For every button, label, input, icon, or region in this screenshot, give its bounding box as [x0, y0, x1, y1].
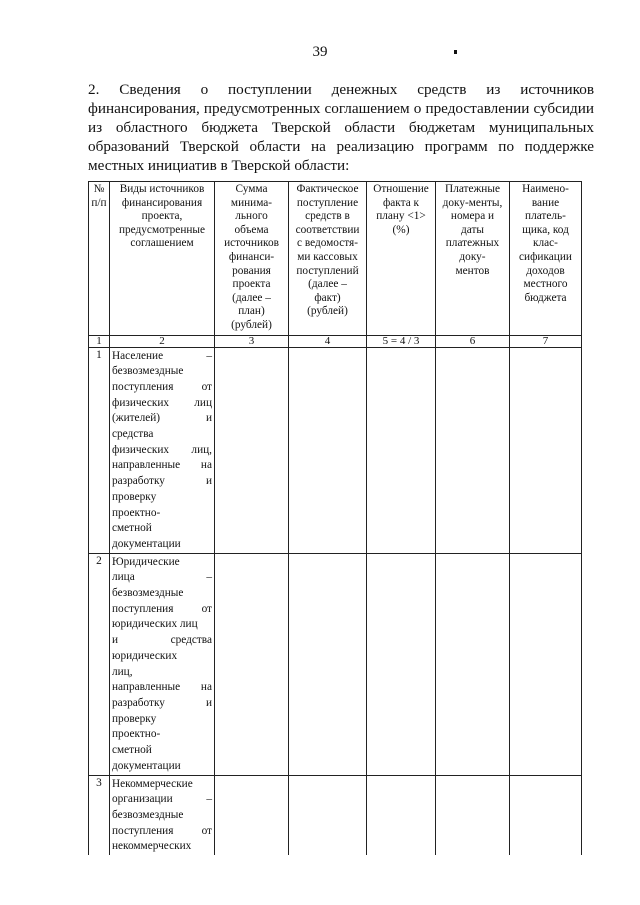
column-header: [110, 182, 215, 336]
funding-source-line: лица –: [112, 571, 212, 584]
empty-cell[interactable]: [215, 775, 289, 855]
column-header: [510, 182, 582, 336]
empty-cell[interactable]: [289, 553, 367, 775]
column-number: 7: [510, 335, 582, 347]
column-header-line: вание: [531, 196, 560, 209]
column-header-line: доходов: [526, 264, 565, 277]
column-number: 1: [89, 335, 110, 347]
table-row: [89, 347, 582, 553]
funding-source-line: (жителей) и: [112, 412, 212, 425]
funding-source-line: безвозмездные: [112, 365, 184, 378]
column-header-line: проекта: [232, 278, 271, 291]
funding-source-line: лиц,: [112, 665, 133, 678]
empty-cell[interactable]: [289, 775, 367, 855]
funding-source-line: физических лиц,: [112, 443, 212, 456]
column-header: [89, 182, 110, 336]
funding-source-line: юридических лиц: [112, 618, 198, 631]
column-header-line: плану <1>: [376, 210, 426, 223]
column-header-line: платель-: [525, 210, 566, 223]
funding-source-line: направленные на: [112, 459, 212, 472]
funding-source-line: разработку и: [112, 475, 212, 488]
funding-source-line: поступления от: [112, 602, 212, 615]
funding-source-line: проектно-: [112, 728, 161, 741]
funding-source-cell: [110, 775, 215, 855]
heading-line: 2. Сведения о поступлении денежных средств из источников: [88, 81, 594, 98]
funding-source-line: Юридические: [112, 555, 180, 568]
column-header-line: поступление: [296, 196, 359, 209]
table-row: [89, 553, 582, 775]
column-header-line: №: [93, 183, 105, 195]
empty-cell[interactable]: [436, 553, 510, 775]
empty-cell[interactable]: [510, 775, 582, 855]
column-header-line: платежных: [445, 237, 500, 250]
funding-source-line: сметной: [112, 744, 152, 757]
row-index: 2: [89, 553, 110, 775]
funding-source-line: направленные на: [112, 681, 212, 694]
column-number: 4: [289, 335, 367, 347]
funding-source-line: Некоммерческие: [112, 777, 193, 790]
column-header-line: источников: [224, 237, 279, 250]
row-index: 3: [89, 775, 110, 855]
column-header-line: ми кассовых: [297, 250, 358, 263]
column-header-line: (рублей): [231, 318, 272, 331]
funding-sources-table: [88, 181, 582, 855]
column-header-line: минима-: [230, 196, 273, 209]
column-header-line: объема: [234, 223, 269, 236]
section-heading: [88, 80, 594, 175]
column-number: 6: [436, 335, 510, 347]
page-number: 39: [312, 44, 328, 60]
column-header-line: доку-менты,: [442, 196, 503, 209]
column-header-line: даты: [461, 223, 484, 236]
column-header-line: бюджета: [524, 291, 567, 304]
row-index: 1: [89, 347, 110, 553]
funding-source-line: проектно-: [112, 506, 161, 519]
stray-mark: [454, 50, 457, 54]
column-header-line: факт): [314, 291, 341, 304]
funding-source-line: Население –: [112, 349, 212, 362]
column-header-line: финансирования: [121, 196, 203, 209]
funding-source-line: проверку: [112, 490, 157, 503]
column-header-line: клас-: [533, 237, 558, 250]
column-header-line: средств в: [305, 210, 350, 223]
empty-cell[interactable]: [510, 347, 582, 553]
table-header-row: [89, 182, 582, 336]
funding-source-line: безвозмездные: [112, 808, 184, 821]
funding-source-line: документации: [112, 537, 181, 550]
column-header-line: Фактическое: [296, 183, 359, 195]
funding-source-line: организации –: [112, 793, 212, 806]
funding-source-line: физических лиц: [112, 396, 212, 409]
column-header-line: (далее –: [232, 291, 271, 304]
funding-source-line: разработку и: [112, 697, 212, 709]
column-header-line: номера и: [450, 210, 495, 223]
funding-source-line: средства: [112, 428, 154, 441]
empty-cell[interactable]: [215, 553, 289, 775]
column-header-line: доку-: [459, 250, 486, 263]
column-header-line: льного: [235, 210, 268, 223]
column-header-line: рования: [232, 264, 271, 277]
column-number-row: [89, 335, 582, 347]
column-header-line: предусмотренные: [118, 223, 206, 236]
column-header-line: Виды источников: [119, 183, 205, 195]
column-header-line: план): [238, 305, 265, 318]
empty-cell[interactable]: [367, 775, 436, 855]
empty-cell[interactable]: [215, 347, 289, 553]
column-header-line: с ведомостя-: [297, 237, 358, 250]
column-header-line: (рублей): [307, 305, 348, 318]
funding-source-line: и средства: [112, 634, 212, 647]
heading-line: из областного бюджета Тверской области бюджетам муниципальных: [88, 119, 594, 136]
column-number: 3: [215, 335, 289, 347]
column-header-line: (%): [392, 223, 410, 236]
funding-source-line: некоммерческих: [112, 840, 192, 853]
column-header-line: Сумма: [235, 183, 268, 195]
column-header-line: соглашением: [130, 237, 194, 250]
empty-cell[interactable]: [367, 553, 436, 775]
empty-cell[interactable]: [436, 347, 510, 553]
empty-cell[interactable]: [510, 553, 582, 775]
empty-cell[interactable]: [367, 347, 436, 553]
empty-cell[interactable]: [289, 347, 367, 553]
empty-cell[interactable]: [436, 775, 510, 855]
column-header-line: Платежные: [445, 183, 500, 195]
funding-source-line: документации: [112, 759, 181, 772]
table-row: [89, 775, 582, 855]
funding-source-line: поступления от: [112, 380, 212, 393]
column-header-line: поступлений: [296, 264, 359, 277]
heading-line: финансирования, предусмотренных соглашением о предоставлении субсидии: [88, 100, 594, 117]
column-header-line: (далее –: [308, 278, 347, 291]
column-number: 2: [110, 335, 215, 347]
column-header-line: финанси-: [228, 250, 275, 263]
column-header-line: местного: [523, 278, 568, 291]
column-header: [289, 182, 367, 336]
funding-source-line: поступления от: [112, 824, 212, 837]
column-header: [436, 182, 510, 336]
column-number: 5 = 4 / 3: [367, 335, 436, 347]
funding-source-line: сметной: [112, 522, 152, 535]
column-header: [215, 182, 289, 336]
column-header-line: Отношение: [373, 183, 429, 195]
heading-line: образований Тверской области на реализацию программ по поддержке: [88, 138, 594, 155]
funding-source-line: юридических: [112, 649, 178, 662]
funding-source-line: безвозмездные: [112, 587, 184, 600]
column-header-line: соответствии: [295, 223, 360, 236]
column-header-line: щика, код: [522, 223, 569, 236]
column-header-line: п/п: [91, 196, 107, 209]
funding-source-line: проверку: [112, 712, 157, 725]
funding-source-cell: [110, 553, 215, 775]
funding-source-cell: [110, 347, 215, 553]
heading-line: местных инициатив в Тверской области:: [88, 157, 350, 174]
column-header: [367, 182, 436, 336]
column-header-line: ментов: [455, 264, 490, 277]
column-header-line: факта к: [382, 196, 420, 209]
column-header-line: проекта,: [141, 210, 183, 223]
column-header-line: Наимено-: [522, 183, 569, 195]
column-header-line: сификации: [519, 250, 572, 263]
